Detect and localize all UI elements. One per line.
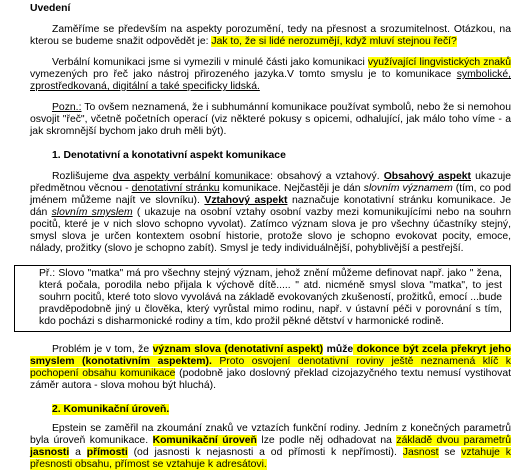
paragraph xyxy=(30,344,511,392)
text-run: (od jasnosti k nejasnosti a od přímosti k nepřímosti). xyxy=(127,447,403,458)
text-run: Rozlišujeme xyxy=(52,171,113,182)
paragraph xyxy=(30,24,511,48)
paragraph xyxy=(30,57,511,93)
text-run: a xyxy=(69,447,87,458)
text-run: (podobně jako doslovný překlad cizojazyčného textu nemusí vystihovat záměr autora - slova mohou být hluchá). xyxy=(30,368,511,391)
text-run: denotativní stránku xyxy=(131,183,220,194)
example-box xyxy=(14,265,511,332)
text-run: dva aspekty verbální komunikace xyxy=(112,171,271,182)
text-run: lze podle něj odhadovat na xyxy=(256,435,397,446)
section-heading xyxy=(30,150,511,162)
section-heading xyxy=(30,404,511,416)
highlighted-text: dokonce být zcela překryt jeho smyslem (konotativním aspektem). xyxy=(30,344,511,367)
text-run: symbolické, zprostředkovaná, digitální a také specificky lidská. xyxy=(30,69,511,92)
paragraph xyxy=(30,102,511,138)
text-run: vymezených pro řeč jako nástroj přirozeného jazyka.V tomto smyslu je to komunikace xyxy=(30,69,457,80)
section-heading xyxy=(30,3,511,15)
paragraph xyxy=(30,423,511,471)
highlighted-text: vztahuje k přesnosti obsahu, přímost se vztahuje k adresátovi. xyxy=(30,447,511,470)
text-run: Verbální komunikaci jsme si vymezili v minulé části jako komunikaci xyxy=(52,57,368,68)
text-run: Zaměříme se především na aspekty porozumění, tedy na přesnost a srozumitelnost. Otázkou, na kterou se budeme snažit odpovědět je: xyxy=(30,24,511,47)
highlighted-text: základě dvou parametrů xyxy=(396,435,512,446)
highlighted-text: přímosti xyxy=(86,447,128,458)
highlighted-text: Komunikační úroveň xyxy=(152,435,257,446)
text-run: Vztahový aspekt xyxy=(204,195,288,206)
highlighted-text: Jasnost xyxy=(402,447,439,458)
text-run: 1. Denotativní a konotativní aspekt komunikace xyxy=(52,150,286,161)
text-run: se xyxy=(438,447,462,458)
text-run: komunikace. Nejčastěji je dán xyxy=(219,183,364,194)
text-run: ukazuje předmětnou věcnou - xyxy=(30,171,511,194)
text-run: může xyxy=(323,344,354,355)
highlighted-text: Proto osvojení denotativní roviny ještě neznamená klíč k xyxy=(211,356,511,367)
highlighted-text: pochopení obsahu komunikace xyxy=(30,368,176,379)
text-run: Př.: Slovo "matka" má pro všechny stejný význam, jehož znění můžeme definovat např. jako " žena, která počala, porodila nebo přijala k výchově dítě..... " atd. nicméně smysl slova "matka", to jest souhrn pocitů, které toto slovo vyvolává na základě evokovaných zkušeností, prožitků, emocí ...bude pravděpodobně jiný u člověka, který vyrůstal mimo rodinu, např. v ústavní péči v porovnání s tím, kdo pocházi s disharmonické rodiny a tím, kdo prožil pěkné dětství v harmonické rodině. xyxy=(39,268,502,327)
text-run: slovním významem xyxy=(363,183,453,194)
text-run: (tím, co pod jménem můžeme najít ve slovníku). xyxy=(30,183,511,206)
highlighted-text: význam slova (denotativní aspekt) xyxy=(152,344,324,355)
text-run: Uvedení xyxy=(30,3,71,14)
paragraph xyxy=(30,171,511,255)
text-run: naznačuje konotativní stránku komunikace. Je dán xyxy=(30,195,511,218)
text-run: slovním smyslem xyxy=(51,207,133,218)
highlighted-text: 2. Komunikační úroveň. xyxy=(52,404,170,415)
text-run: : obsahový a vztahový. xyxy=(270,171,384,182)
text-run: To ovšem neznamená, že i subhumánní komunikace používat symbolů, nebo že si nemohou osvojit "řeč", včetně početních operací (viz některé pokusy s opicemi, odhalující, jak málo toho víme - a jak skromnější bychom jako druh měli být). xyxy=(30,102,511,137)
highlighted-text: jasnosti xyxy=(30,447,70,458)
text-run: Obsahový aspekt xyxy=(383,171,472,182)
text-run: Problém je v tom, že xyxy=(52,344,153,355)
highlighted-text: Jak to, že si lidé nerozumějí, když mluví stejnou řečí? xyxy=(211,36,457,47)
highlighted-text: využívající lingvistických znaků xyxy=(367,57,512,68)
text-run: ( ukazuje na osobní vztahy osobní vazby mezi komunikujícími nebo na souhrn pocitů, které je v nich slovo schopno vyvolat). Zatímco význam slova je pro všechny účastníky stejný, smysl slova je určen kontextem osobní historie, protože slovo je schopno evokovat pocity, emoce, nálady, prožitky (slovo je schopno zabít). Smysl je tedy individuálnější, pohyblivější a pestřejší. xyxy=(30,207,511,254)
text-run: Pozn.: xyxy=(52,102,82,113)
text-run: Epstein se zaměřil na zkoumání znaků ve vztazích funkční rodiny. Jedním z konečných parametrů byla úroveň komunikace. xyxy=(30,423,511,446)
